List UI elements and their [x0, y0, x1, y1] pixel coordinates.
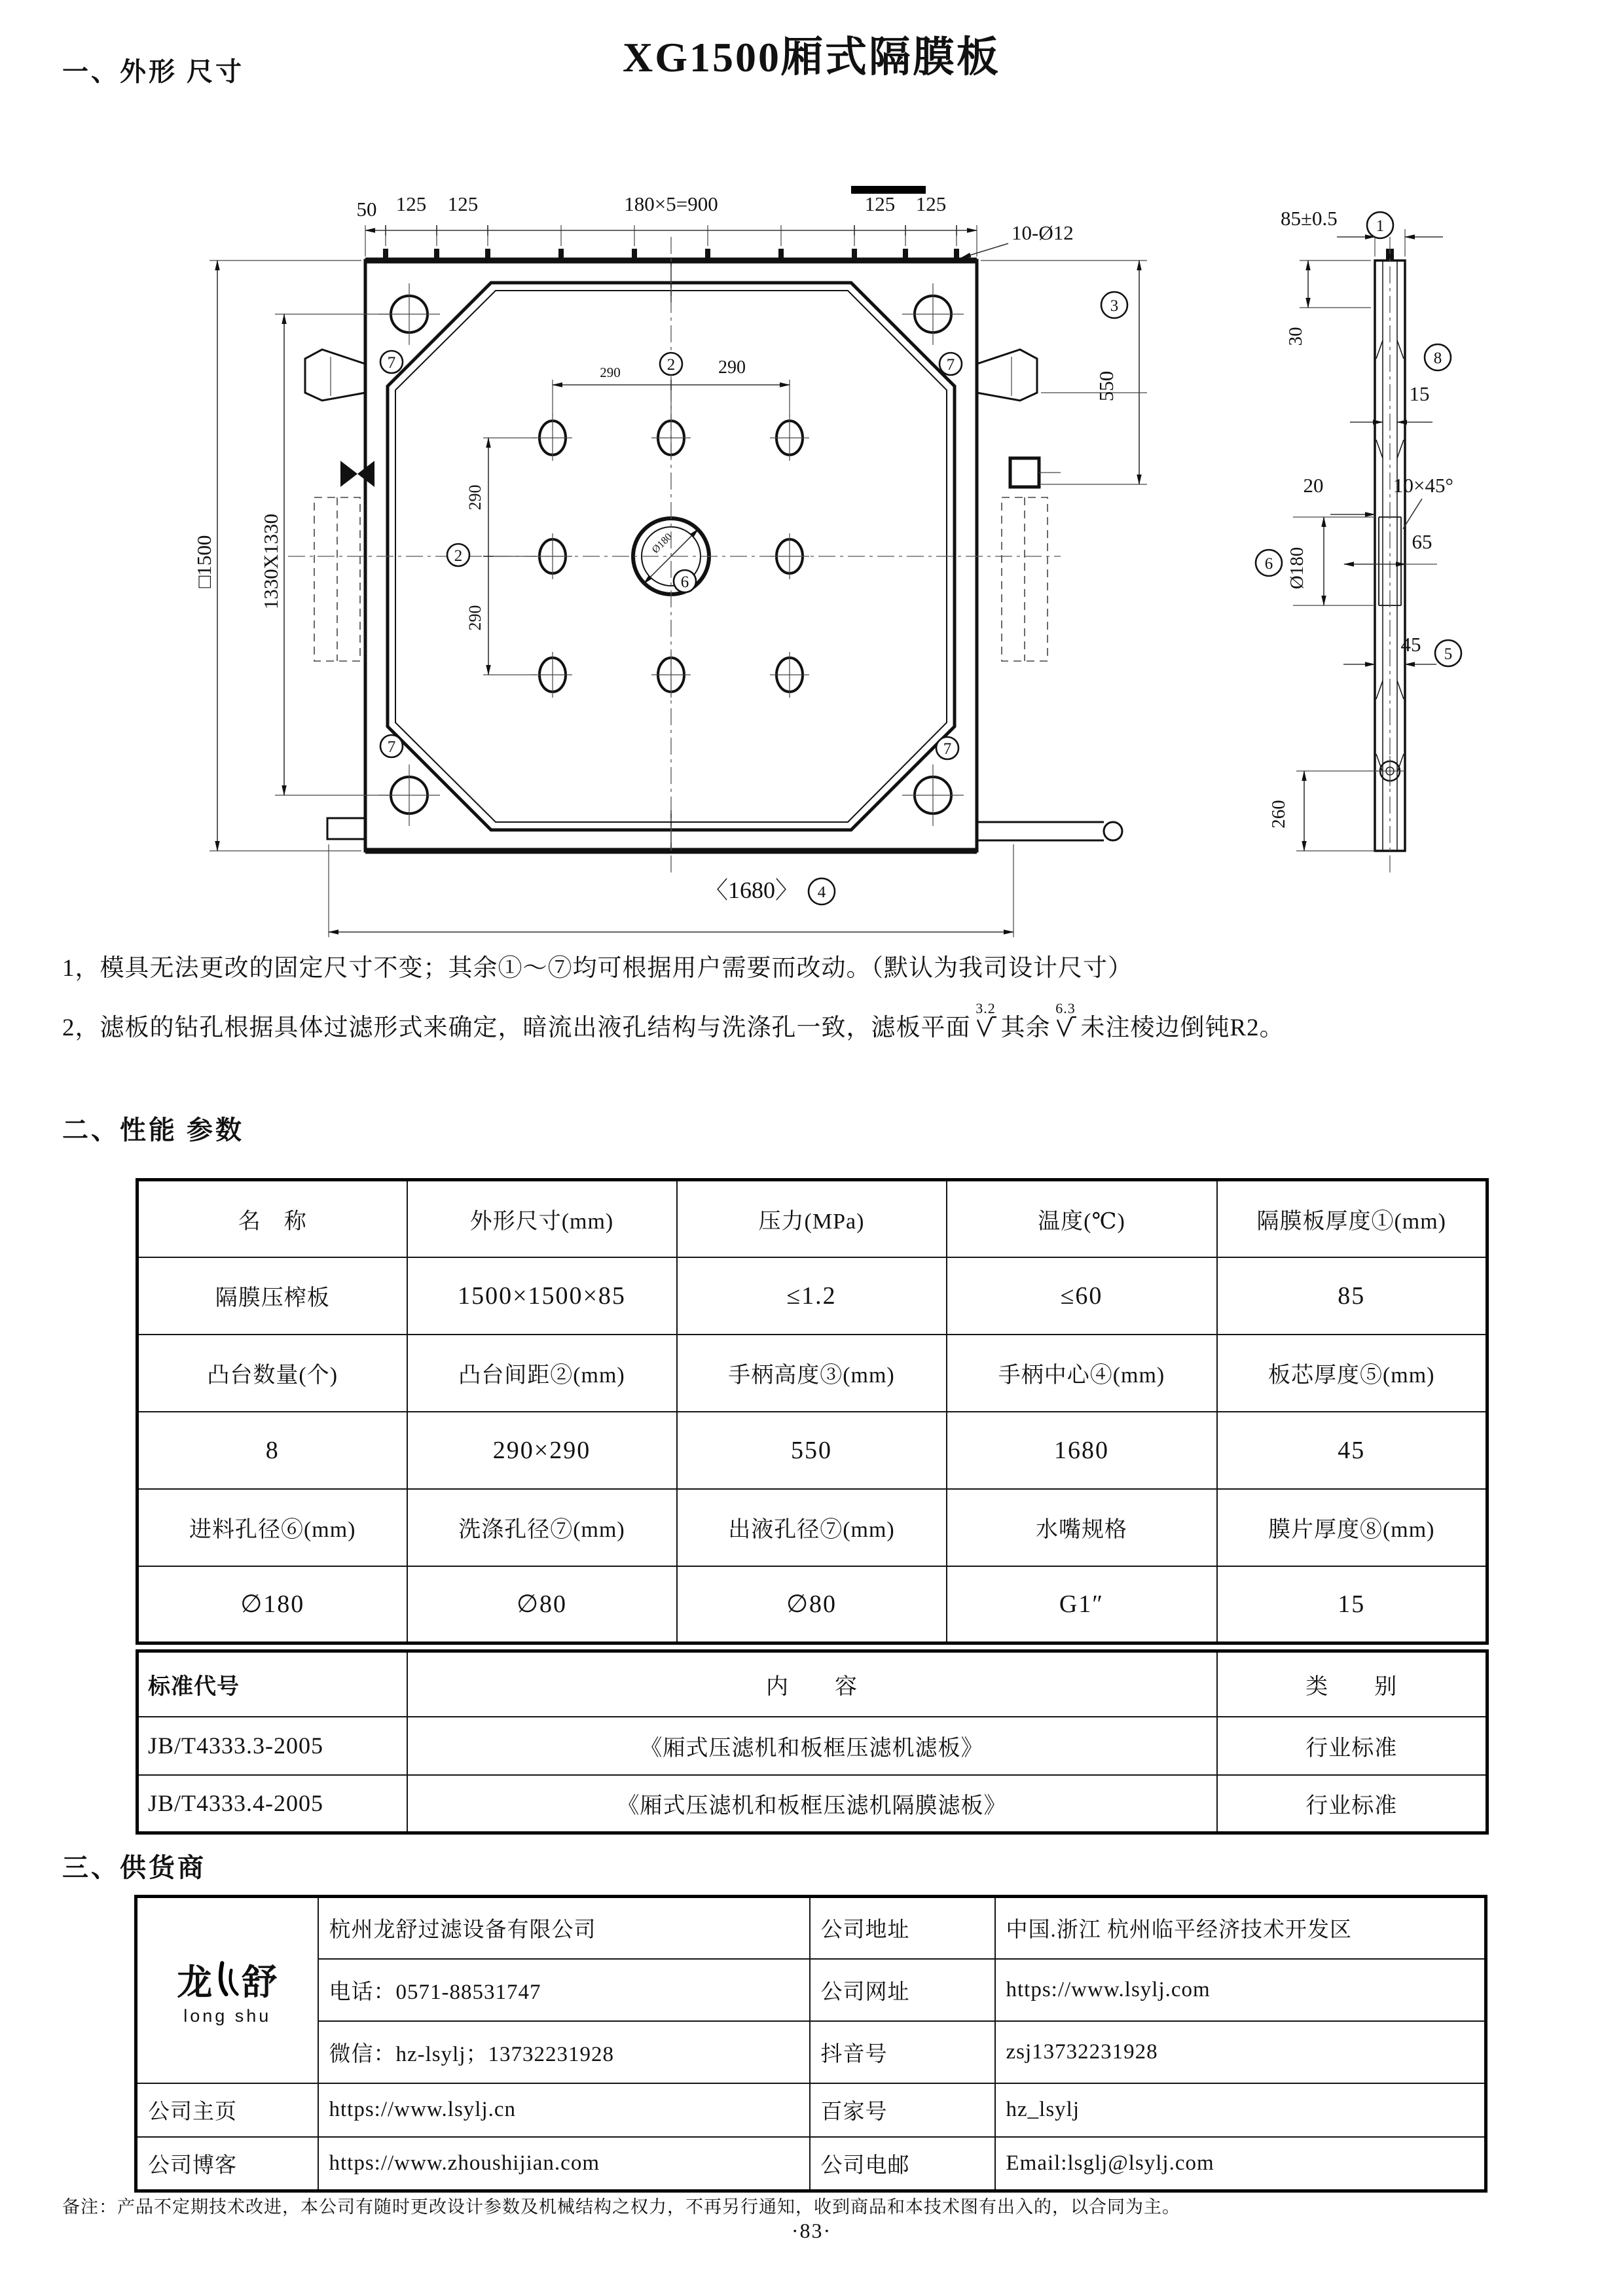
dim-20: 20	[1303, 474, 1324, 497]
logo-characters	[137, 1954, 318, 2005]
perf-cell: 550	[677, 1412, 947, 1489]
dim-125-c: 125	[864, 192, 896, 215]
table-row	[137, 1257, 1487, 1335]
dimension-drawing	[0, 0, 1623, 942]
douyin-value: zsj13732231928	[995, 2021, 1486, 2083]
dim-15: 15	[1409, 382, 1430, 405]
website-label: 公司网址	[810, 1959, 995, 2021]
dim-1680: 〈1680〉	[704, 877, 799, 903]
section-3-heading: 三、供货商	[62, 1853, 206, 1882]
svg-text:7: 7	[943, 740, 952, 758]
table-row	[136, 2083, 1486, 2137]
note-2-text-a: 2，滤板的钻孔根据具体过滤形式来确定，暗流出液孔结构与洗涤孔一致，滤板平面	[62, 1014, 971, 1041]
dim-1500: □1500	[192, 535, 215, 588]
dim-1330: 1330X1330	[259, 513, 282, 610]
balloon-7-tl	[380, 351, 403, 373]
balloon-7-tr	[939, 353, 962, 375]
dim-125-b: 125	[447, 192, 479, 215]
perf-cell: 出液孔径⑦(mm)	[677, 1489, 947, 1566]
balloon-4	[809, 878, 835, 905]
note-2-text-b: 其余	[1000, 1014, 1051, 1041]
dim-1330	[259, 314, 390, 795]
logo-english: long shu	[183, 2005, 272, 2026]
table-row	[137, 1180, 1487, 1257]
page-title: XG1500厢式隔膜板	[623, 34, 1000, 81]
perf-cell: 290×290	[407, 1412, 677, 1489]
perf-cell: ≤60	[947, 1257, 1217, 1335]
surface-finish-value-2: 6.3	[1055, 1000, 1076, 1016]
balloon-1	[1367, 212, 1393, 238]
perf-cell: 45	[1217, 1412, 1487, 1489]
perf-cell: ∅180	[137, 1566, 407, 1643]
right-handle	[977, 350, 1122, 840]
perf-cell: 15	[1217, 1566, 1487, 1643]
section-1-heading: 一、外形 尺寸	[62, 57, 244, 86]
dim-125-a: 125	[395, 192, 427, 215]
dim-260: 260	[1268, 800, 1289, 829]
standard-code: JB/T4333.4-2005	[137, 1775, 407, 1833]
table-row	[137, 1775, 1487, 1833]
company-logo	[136, 1897, 318, 2083]
page-number: ·83·	[791, 2219, 832, 2242]
perf-cell: 水嘴规格	[947, 1489, 1217, 1566]
perf-cell: ∅80	[677, 1566, 947, 1643]
balloon-2-left	[447, 544, 469, 566]
logo-mark-icon	[214, 1956, 240, 2003]
company-name: 杭州龙舒过滤设备有限公司	[318, 1897, 810, 1959]
perf-cell: 1680	[947, 1412, 1217, 1489]
front-view-plate	[288, 237, 1122, 874]
svg-text:3: 3	[1110, 297, 1119, 315]
supplier-table	[134, 1895, 1487, 2193]
perf-cell: ∅80	[407, 1566, 677, 1643]
phone-value: 电话：0571-88531747	[318, 1959, 810, 2021]
performance-table	[136, 1178, 1489, 1645]
dim-phi180-side: Ø180	[1286, 547, 1307, 590]
perf-cell: 8	[137, 1412, 407, 1489]
website-value: https://www.lsylj.com	[995, 1959, 1486, 2021]
perf-cell: 洗涤孔径⑦(mm)	[407, 1489, 677, 1566]
balloon-7-br	[936, 737, 958, 759]
dim-125-d: 125	[915, 192, 947, 215]
standard-content: 《厢式压滤机和板框压滤机隔膜滤板》	[407, 1775, 1217, 1833]
standard-category: 行业标准	[1217, 1775, 1487, 1833]
email-label: 公司电邮	[810, 2137, 995, 2191]
balloon-8	[1425, 344, 1451, 370]
table-row	[136, 1959, 1486, 2021]
svg-text:4: 4	[817, 884, 826, 901]
dim-65: 65	[1412, 530, 1432, 553]
surface-finish-check-icon	[1055, 1016, 1077, 1038]
perf-cell: ≤1.2	[677, 1257, 947, 1335]
blog-label: 公司博客	[136, 2137, 318, 2191]
dim-top-row	[357, 192, 1074, 258]
balloon-6-side	[1256, 550, 1282, 576]
svg-text:6: 6	[680, 573, 689, 591]
dim-85: 85±0.5	[1281, 207, 1338, 230]
dim-10-d12: 10-Ø12	[1012, 221, 1074, 244]
perf-cell: 板芯厚度⑤(mm)	[1217, 1335, 1487, 1412]
table-row	[137, 1651, 1487, 1717]
standard-content: 《厢式压滤机和板框压滤机滤板》	[407, 1717, 1217, 1775]
perf-cell: 凸台间距②(mm)	[407, 1335, 677, 1412]
logo-cn-right: 舒	[242, 1962, 278, 2002]
perf-cell: 名 称	[137, 1180, 407, 1257]
dim-50: 50	[356, 198, 377, 221]
perf-cell: 外形尺寸(mm)	[407, 1180, 677, 1257]
douyin-label: 抖音号	[810, 2021, 995, 2083]
dim-290-v1: 290	[465, 484, 484, 511]
blog-value: https://www.zhoushijian.com	[318, 2137, 810, 2191]
perf-cell: 膜片厚度⑧(mm)	[1217, 1489, 1487, 1566]
perf-cell: 凸台数量(个)	[137, 1335, 407, 1412]
standards-table	[136, 1649, 1489, 1835]
standards-header-code: 标准代号	[137, 1651, 407, 1717]
table-row	[137, 1335, 1487, 1412]
svg-text:8: 8	[1433, 350, 1442, 367]
dim-45: 45	[1400, 633, 1421, 656]
homepage-value: https://www.lsylj.cn	[318, 2083, 810, 2137]
logo-cn-left: 龙	[177, 1962, 213, 2002]
perf-cell: 隔膜板厚度①(mm)	[1217, 1180, 1487, 1257]
dim-290-v2: 290	[465, 605, 484, 631]
baijiahao-value: hz_lsylj	[995, 2083, 1486, 2137]
dim-10x45: 10×45°	[1393, 474, 1453, 497]
email-value: Email:lsglj@lsylj.com	[995, 2137, 1486, 2191]
dim-550: 550	[1095, 370, 1118, 402]
standards-header-category: 类 别	[1217, 1651, 1487, 1717]
standards-header-content: 内 容	[407, 1651, 1217, 1717]
balloon-6-front	[674, 570, 696, 592]
table-row	[137, 1412, 1487, 1489]
dim-30: 30	[1285, 327, 1306, 346]
balloon-3	[1101, 292, 1127, 318]
standard-code: JB/T4333.3-2005	[137, 1717, 407, 1775]
baijiahao-label: 百家号	[810, 2083, 995, 2137]
perf-cell: 手柄高度③(mm)	[677, 1335, 947, 1412]
perf-cell: 压力(MPa)	[677, 1180, 947, 1257]
table-row	[137, 1489, 1487, 1566]
table-row	[137, 1717, 1487, 1775]
surface-finish-value-1: 3.2	[976, 1000, 996, 1016]
perf-cell: 1500×1500×85	[407, 1257, 677, 1335]
surface-finish-check-icon	[975, 1016, 997, 1038]
table-row	[137, 1566, 1487, 1643]
dim-180x5: 180×5=900	[624, 192, 718, 215]
table-row	[136, 1897, 1486, 1959]
svg-text:7: 7	[387, 354, 396, 372]
note-2	[62, 1000, 1285, 1043]
svg-text:2: 2	[454, 547, 463, 565]
perf-cell: 85	[1217, 1257, 1487, 1335]
section-2-heading: 二、性能 参数	[62, 1115, 244, 1145]
table-row	[136, 2137, 1486, 2191]
side-view-plate	[1375, 237, 1405, 874]
perf-cell: 进料孔径⑥(mm)	[137, 1489, 407, 1566]
surface-finish-symbol-1	[975, 1001, 997, 1038]
svg-text:7: 7	[946, 356, 955, 374]
front-phi180-label: Ø180	[649, 531, 674, 556]
footer-note: 备注：产品不定期技术改进，本公司有随时更改设计参数及机械结构之权力，不再另行通知，收到商品和本技术图有出入的，以合同为主。	[62, 2197, 1180, 2217]
perf-cell: 手柄中心④(mm)	[947, 1335, 1217, 1412]
homepage-label: 公司主页	[136, 2083, 318, 2137]
svg-text:5: 5	[1444, 645, 1453, 663]
balloon-2-top	[660, 353, 682, 375]
note-1: 1，模具无法更改的固定尺寸不变；其余①～⑦均可根据用户需要而改动。（默认为我司设计尺寸）	[62, 955, 1133, 982]
svg-text:2: 2	[666, 356, 676, 374]
perf-cell: G1″	[947, 1566, 1217, 1643]
perf-cell: 温度(℃)	[947, 1180, 1217, 1257]
balloon-7-bl	[380, 735, 403, 757]
address-label: 公司地址	[810, 1897, 995, 1959]
wechat-value: 微信：hz-lsylj；13732231928	[318, 2021, 810, 2083]
standard-category: 行业标准	[1217, 1717, 1487, 1775]
dim-290-h1: 290	[600, 365, 621, 380]
balloon-5	[1435, 640, 1461, 666]
note-2-text-c: 未注棱边倒钝R2。	[1080, 1014, 1285, 1041]
address-value: 中国.浙江 杭州临平经济技术开发区	[995, 1897, 1486, 1959]
svg-text:1: 1	[1376, 217, 1385, 235]
side-dims	[1268, 207, 1453, 851]
svg-text:6: 6	[1264, 555, 1273, 573]
dim-290-h2: 290	[718, 357, 746, 378]
surface-finish-symbol-2	[1055, 1001, 1077, 1038]
svg-text:7: 7	[387, 738, 396, 756]
table-row	[136, 2021, 1486, 2083]
perf-cell: 隔膜压榨板	[137, 1257, 407, 1335]
